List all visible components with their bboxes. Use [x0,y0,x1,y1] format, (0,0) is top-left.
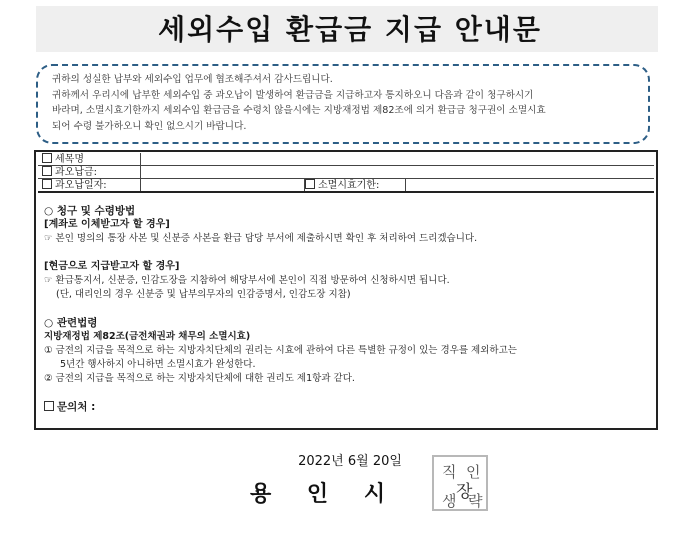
seal-char: 생 [442,492,457,510]
checkbox-icon[interactable] [305,179,315,189]
notice-line: 되어 수령 불가하오니 확인 없으시기 바랍니다. [52,120,247,132]
inquiry-label: 문의처 : [57,401,96,413]
official-seal-stamp [432,455,488,511]
seal-char: 인 [466,463,481,481]
law-article: 지방재정법 제82조(금전채권과 채무의 소멸시효) [44,331,251,342]
field-row-amount [38,166,654,179]
law-clause: ① 금전의 지급을 목적으로 하는 지방자치단체의 권리는 시효에 관하여 다른 특별한 규정이 있는 경우를 제외하고는 [44,345,517,356]
seal-char: 략 [468,492,483,510]
cash-text: ☞ 환급통지서, 신분증, 인감도장을 지참하여 해당부서에 본인이 직접 방문하여 신청하시면 됩니다. [44,275,450,286]
content-body [44,204,644,414]
transfer-title: [계좌로 이체받고자 할 경우] [44,219,170,230]
notice-line: 귀하의 성실한 납부와 세외수입 업무에 협조해주셔서 감사드립니다. [52,74,333,85]
expiry-date-label: 소멸시효기한: [318,180,380,191]
checkbox-icon[interactable] [42,179,52,189]
issuer-name: 용 인 시 [250,482,400,507]
checkbox-icon[interactable] [44,401,54,411]
checkbox-icon[interactable] [42,153,52,163]
info-frame [34,150,658,430]
page-title: 세외수입 환급금 지급 안내문 [158,13,542,46]
notice-line: 바라며, 소멸시효기한까지 세외수입 환급금을 수령치 않을시에는 지방재정법 제82조에 의거 환급금 청구권이 소멸시효 [52,105,546,116]
law-clause: ② 금전의 지급을 목적으로 하는 지방자치단체에 대한 권리도 제1항과 같다. [44,373,355,384]
field-header [38,153,654,193]
transfer-text: ☞ 본인 명의의 통장 사본 및 신분증 사본을 환급 담당 부서에 제출하시면 확인 후 처리하여 드리겠습니다. [44,233,478,244]
field-row-item [38,153,654,166]
cash-title: [현금으로 지급받고자 할 경우] [44,261,180,272]
cash-text: (단, 대리인의 경우 신분증 및 납부의무자의 인감증명서, 인감도장 지참) [56,289,351,300]
law-clause: 5년간 행사하지 아니하면 소멸시효가 완성한다. [60,359,256,370]
checkbox-icon[interactable] [42,166,52,176]
notice-line: 귀하께서 우리시에 납부한 세외수입 중 과오납이 발생하여 환급금을 지급하고자 통지하오니 다음과 같이 청구하시기 [52,89,534,101]
inquiry-row [44,400,644,414]
seal-char: 직 [442,463,457,481]
notice-box [36,64,650,144]
overpaid-amount-label: 과오납금: [55,167,98,178]
overpaid-date-label: 과오납일자: [55,180,107,191]
law-heading: ○ 관련법령 [44,317,98,329]
field-row-date [38,179,654,193]
claim-heading: ○ 청구 및 수령방법 [44,205,136,217]
item-name-label: 세목명 [55,154,84,165]
seal-char: 장 [456,482,473,502]
issue-date: 2022년 6월 20일 [298,454,402,469]
